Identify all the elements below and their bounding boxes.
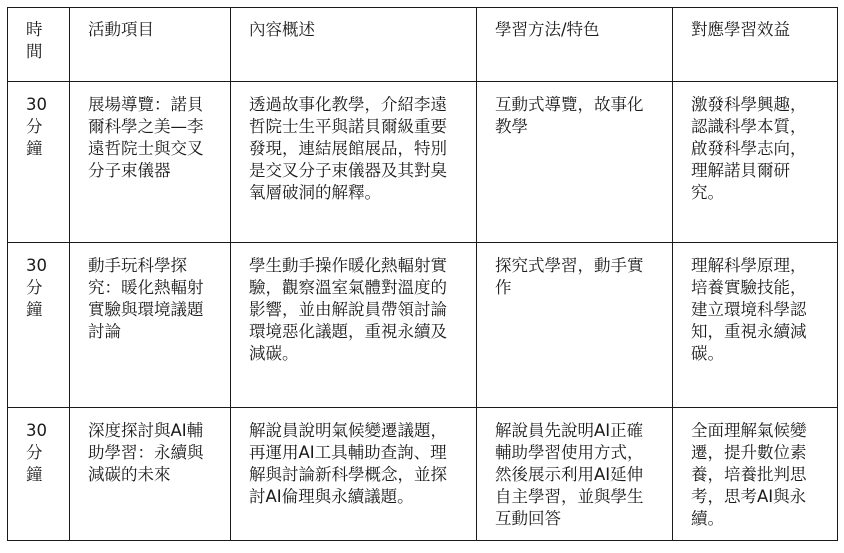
time-line: 30 <box>26 256 47 275</box>
activity-cell: 深度探討與AI輔助學習：永續與減碳的未來 <box>70 408 231 541</box>
header-time-line: 時 <box>26 20 43 39</box>
description-cell: 透過故事化教學，介紹李遠哲院士生平與諾貝爾級重要發現，連結展館展品，特別是交叉分子束儀器及其對臭氧層破洞的解釋。 <box>231 82 477 243</box>
time-line: 分 <box>26 278 43 297</box>
effect-cell: 激發科學興趣，認識科學本質，啟發科學志向，理解諾貝爾研究。 <box>673 82 838 243</box>
effect-cell: 理解科學原理，培養實驗技能，建立環境科學認知，重視永續減碳。 <box>673 243 838 408</box>
activity-cell: 展場導覽：諾貝爾科學之美—李遠哲院士與交叉分子束儀器 <box>70 82 231 243</box>
time-line: 30 <box>26 421 47 440</box>
header-time <box>8 8 70 82</box>
activity-plan-table <box>7 7 838 541</box>
header-time-line: 間 <box>26 42 43 61</box>
table-header-row <box>8 8 838 82</box>
method-cell: 互動式導覽，故事化教學 <box>477 82 673 243</box>
time-cell <box>8 408 70 541</box>
header-description: 內容概述 <box>231 8 477 82</box>
method-cell: 解說員先說明AI正確輔助學習使用方式，然後展示利用AI延伸自主學習，並與學生互動回答 <box>477 408 673 541</box>
header-method: 學習方法/特色 <box>477 8 673 82</box>
time-line: 30 <box>26 95 47 114</box>
time-line: 分 <box>26 443 43 462</box>
time-line: 分 <box>26 117 43 136</box>
time-cell <box>8 243 70 408</box>
effect-cell: 全面理解氣候變遷，提升數位素養，培養批判思考，思考AI與永續。 <box>673 408 838 541</box>
header-effect: 對應學習效益 <box>673 8 838 82</box>
method-cell: 探究式學習，動手實作 <box>477 243 673 408</box>
time-cell <box>8 82 70 243</box>
table-row <box>8 82 838 243</box>
activity-cell: 動手玩科學探究：暖化熱輻射實驗與環境議題討論 <box>70 243 231 408</box>
description-cell: 解說員說明氣候變遷議題，再運用AI工具輔助查詢、理解與討論新科學概念，並探討AI倫理與永續議題。 <box>231 408 477 541</box>
time-line: 鐘 <box>26 300 43 319</box>
time-line: 鐘 <box>26 139 43 158</box>
table-row <box>8 243 838 408</box>
header-activity: 活動項目 <box>70 8 231 82</box>
description-cell: 學生動手操作暖化熱輻射實驗，觀察溫室氣體對溫度的影響，並由解說員帶領討論環境惡化議題，重視永續及減碳。 <box>231 243 477 408</box>
table-row <box>8 408 838 541</box>
time-line: 鐘 <box>26 465 43 484</box>
